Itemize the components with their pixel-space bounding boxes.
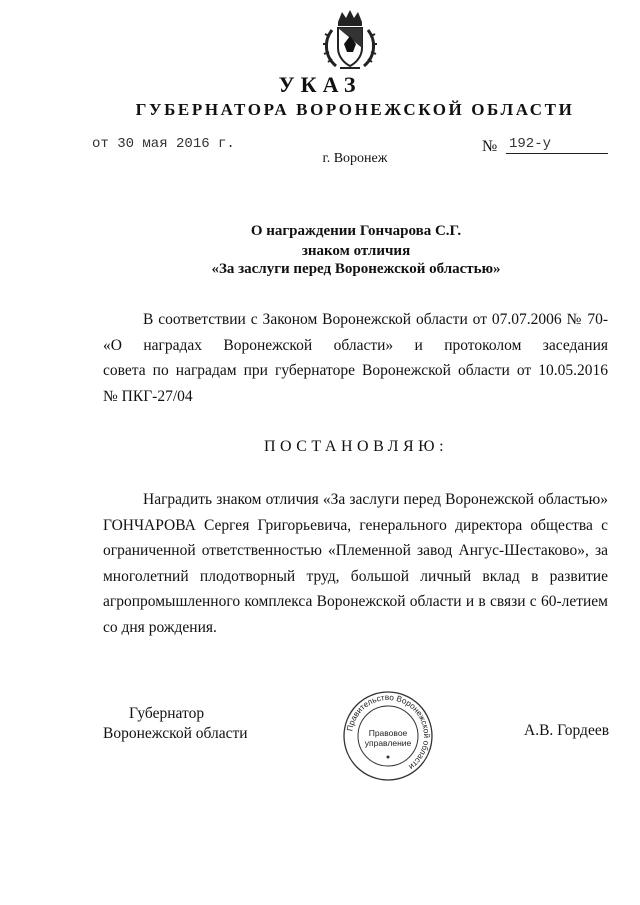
order-line: агропромышленного комплекса Воронежской области и в связи с 60-летием — [103, 593, 608, 610]
preamble-line: № ПКГ-27/04 — [103, 387, 193, 405]
official-stamp — [342, 690, 434, 782]
issuer-subtitle: ГУБЕРНАТОРА ВОРОНЕЖСКОЙ ОБЛАСТИ — [135, 100, 575, 119]
order-line: многолетний плодотворный труд, большой личный вклад в развитие — [103, 567, 608, 585]
coat-of-arms-emblem — [320, 8, 380, 74]
order-line: ГОНЧАРОВА Сергея Григорьевича, генерального директора общества с — [103, 516, 608, 534]
decree-word: ПОСТАНОВЛЯЮ: — [263, 438, 449, 455]
city-line: г. Воронеж — [322, 151, 388, 166]
order-paragraph — [103, 487, 608, 640]
stamp-ring-text: Правительство Воронежской области — [345, 692, 432, 772]
order-line: ограниченной ответственностью «Племенной завод Ангус-Шестаково», за — [103, 542, 608, 559]
signatory-position-line-2: Воронежской области — [103, 725, 248, 742]
preamble-line: В соответствии с Законом Воронежской области от 07.07.2006 № 70- — [143, 311, 608, 328]
signatory-name: А.В. Гордеев — [524, 722, 610, 739]
heading-line-3: «За заслуги перед Воронежской областью» — [211, 261, 501, 277]
stamp-center-line-1: Правовое — [368, 728, 408, 738]
stamp-center-line-2: управление — [364, 738, 412, 748]
signatory-position-line-1: Губернатор — [129, 705, 205, 722]
signatory-position — [103, 704, 248, 744]
preamble-line: «О наградах Воронежской области» и протоколом заседания — [103, 336, 608, 354]
order-line: со дня рождения. — [103, 618, 217, 636]
document-type-title: УКАЗ — [278, 72, 362, 97]
preamble-line: совета по наградам при губернаторе Воронежской области от 10.05.2016 — [103, 362, 608, 379]
document-number: 192-у — [509, 136, 552, 152]
heading-line-2: знаком отличия — [301, 243, 411, 259]
document-number-label: № — [482, 138, 498, 155]
order-line: Наградить знаком отличия «За заслуги перед Воронежской областью» — [143, 491, 608, 508]
preamble-paragraph — [103, 307, 608, 409]
document-date: от 30 мая 2016 г. — [92, 136, 235, 152]
heading-line-1: О награждении Гончарова С.Г. — [250, 223, 462, 239]
